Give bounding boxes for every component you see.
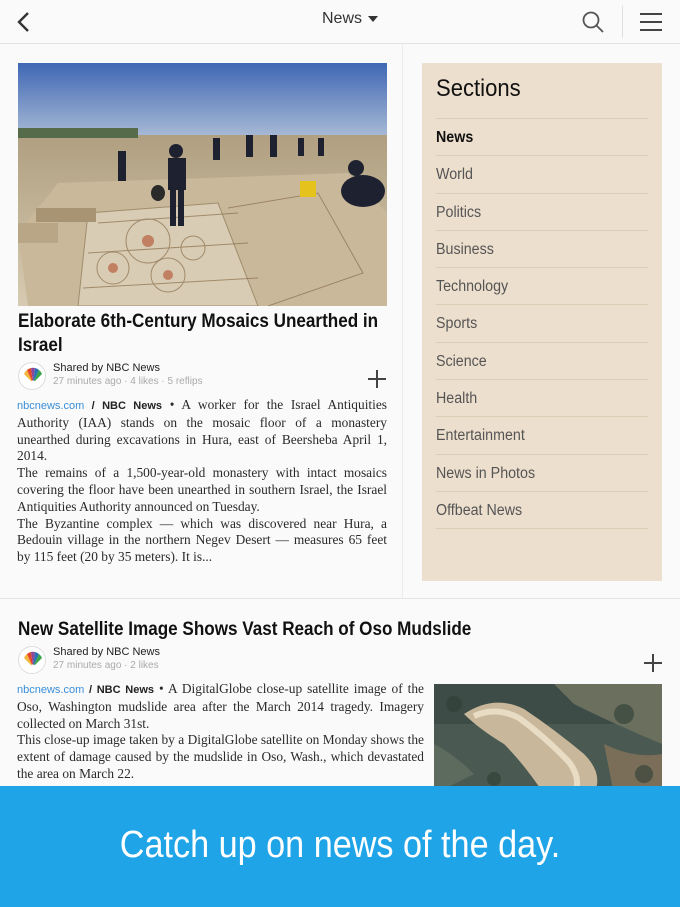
top-nav-bar [0, 0, 680, 44]
section-label: Politics [436, 203, 482, 221]
section-label: News [436, 129, 474, 146]
section-item-sports[interactable] [436, 305, 648, 342]
source-name: NBC News [102, 400, 163, 412]
nbc-logo-avatar[interactable] [18, 646, 46, 674]
article-1-paragraph-2: The remains of a 1,500-year-old monastery with intact mosaics covering the floor have been unearthed in southern Israel, the Israel Antiquities Authority announced on Tuesday. [17, 465, 387, 514]
bullet: • [162, 397, 182, 412]
nbc-peacock-icon [19, 647, 46, 674]
shared-by-label: Shared by NBC News [53, 362, 160, 374]
section-label: Science [436, 352, 487, 370]
mosaic-excavation-photo[interactable] [18, 63, 387, 306]
nav-divider [622, 6, 623, 38]
article-1-title[interactable]: Elaborate 6th-Century Mosaics Unearthed in Israel [18, 311, 379, 356]
article-2-paragraph-2: This close-up image taken by a DigitalGlobe satellite on Monday shows the extent of damage caused by the mudslide in Oso, Wash., which devastated the area on March 22. [17, 732, 424, 781]
article-1-paragraph-3: The Byzantine complex — which was discovered near Hura, a Bedouin village in the northern Negev Desert — measures 65 feet by 115 feet (20 by 35 meters). It is... [17, 515, 387, 565]
section-title-dropdown[interactable] [300, 10, 400, 34]
paragraph-text: A worker for the Israel Antiquities Authority (IAA) stands on the mosaic floor of a monastery unearthed during excavations in Hura, east of Beersheba April 1, 2014. [17, 397, 388, 464]
add-article-2-button[interactable] [642, 652, 664, 674]
article-2-meta [18, 646, 358, 676]
section-item-news[interactable] [436, 119, 648, 156]
article-stats: 27 minutes ago · 2 likes [53, 660, 159, 671]
add-article-1-button[interactable] [366, 368, 388, 390]
caret-down-icon [368, 16, 378, 22]
section-label: World [436, 166, 473, 184]
source-sep: / [84, 400, 103, 412]
section-label: Offbeat News [436, 501, 523, 519]
section-item-world[interactable] [436, 156, 648, 193]
article-1-body [17, 397, 387, 566]
paragraph-text: A DigitalGlobe close-up satellite image of the Oso, Washington mudslide area after the March 2014 tragedy. Imagery collected on March 31st. [17, 681, 425, 731]
menu-button[interactable] [638, 11, 664, 33]
section-item-politics[interactable] [436, 194, 648, 231]
source-sep: / [84, 684, 97, 696]
sections-heading: Sections [436, 75, 521, 102]
search-icon [580, 9, 606, 35]
article-2-paragraph-1 [17, 681, 424, 732]
sections-panel [422, 63, 662, 581]
section-label: Business [436, 240, 494, 258]
chevron-left-icon [12, 8, 38, 36]
section-item-news-in-photos[interactable] [436, 455, 648, 492]
article-2-title[interactable]: New Satellite Image Shows Vast Reach of Oso Mudslide [18, 619, 472, 640]
section-item-entertainment[interactable] [436, 417, 648, 454]
article-2-body [17, 681, 424, 783]
nbc-peacock-icon [19, 363, 46, 390]
section-label: News in Photos [436, 464, 536, 482]
row-divider [0, 598, 680, 599]
section-item-health[interactable] [436, 380, 648, 417]
article-1-paragraph-1 [17, 397, 387, 465]
source-name: NBC News [96, 684, 155, 696]
back-button[interactable] [12, 8, 38, 36]
promo-text: Catch up on news of the day. [119, 824, 561, 866]
section-label: Technology [436, 278, 509, 296]
bullet: • [154, 681, 168, 696]
section-item-offbeat-news[interactable] [436, 492, 648, 529]
section-item-science[interactable] [436, 343, 648, 380]
search-button[interactable] [580, 9, 606, 35]
article-stats: 27 minutes ago · 4 likes · 5 reflips [53, 376, 203, 387]
section-item-technology[interactable] [436, 268, 648, 305]
hamburger-menu-icon [638, 11, 664, 33]
sections-list [436, 118, 648, 529]
section-item-business[interactable] [436, 231, 648, 268]
section-label: Health [436, 390, 478, 408]
promo-banner [0, 786, 680, 907]
section-label: Sports [436, 315, 478, 333]
shared-by-label: Shared by NBC News [53, 646, 160, 658]
column-divider [402, 44, 403, 599]
nbc-logo-avatar[interactable] [18, 362, 46, 390]
source-domain-link[interactable]: nbcnews.com [17, 400, 85, 412]
section-title: News [321, 10, 362, 27]
satellite-mudslide-photo[interactable] [434, 684, 662, 794]
source-domain-link[interactable]: nbcnews.com [17, 684, 85, 696]
section-label: Entertainment [436, 427, 525, 445]
article-1-meta [18, 362, 358, 392]
